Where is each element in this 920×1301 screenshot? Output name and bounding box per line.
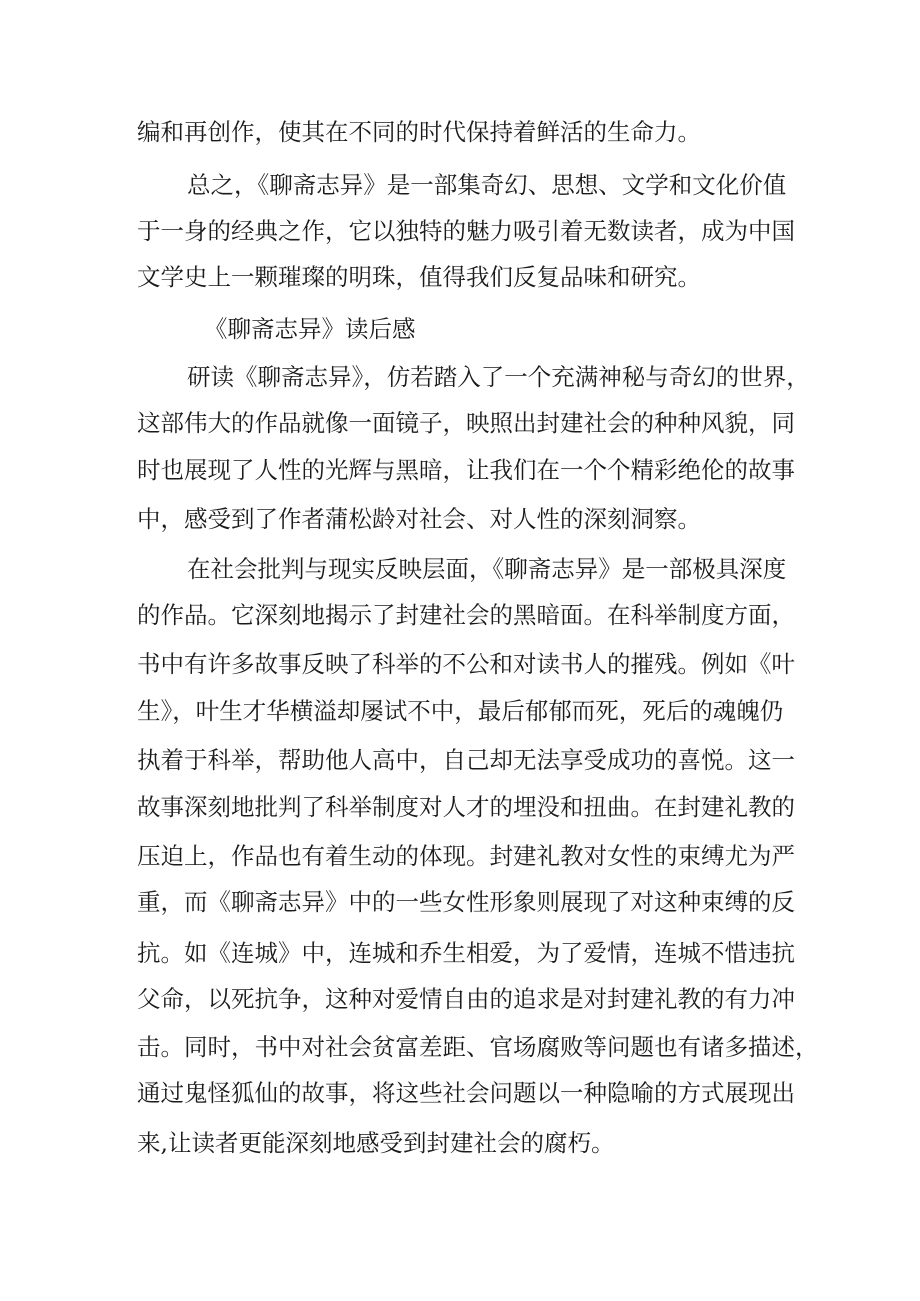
text-line: 书中有许多故事反映了科举的不公和对读书人的摧残。例如《叶 [137,650,795,678]
text-line: 通过鬼怪狐仙的故事，将这些社会问题以一种隐喻的方式展现出 [137,1079,795,1107]
paragraph-first-line: 研读《聊斋志异》，仿若踏入了一个充满神秘与奇幻的世界， [187,363,810,391]
text-line: 这部伟大的作品就像一面镜子，映照出封建社会的种种风貌，同 [137,409,795,437]
text-line: 的作品。它深刻地揭示了封建社会的黑暗面。在科举制度方面， [137,601,795,629]
paragraph-first-line: 在社会批判与现实反映层面，《聊斋志异》是一部极具深度 [187,555,787,583]
text-line: 文学史上一颗璀璨的明珠，值得我们反复品味和研究。 [137,263,701,291]
text-line: 于一身的经典之作，它以独特的魅力吸引着无数读者，成为中国 [137,217,795,245]
text-line: 抗。如《连城》中，连城和乔生相爱，为了爱情，连城不惜违抗 [137,939,795,967]
text-line: 中，感受到了作者蒲松龄对社会、对人性的深刻洞察。 [137,505,701,533]
text-line: 执着于科举，帮助他人高中，自己却无法享受成功的喜悦。这一 [137,746,795,774]
text-line: 击。同时，书中对社会贫富差距、官场腐败等问题也有诸多描述， [137,1033,819,1061]
paragraph-first-line: 总之，《聊斋志异》是一部集奇幻、思想、文学和文化价值 [187,171,787,199]
text-line: 生》，叶生才华横溢却屡试不中，最后郁郁而死，死后的魂魄仍 [137,697,784,725]
text-line: 重，而《聊斋志异》中的一些女性形象则展现了对这种束缚的反 [137,888,795,916]
section-title: 《聊斋志异》读后感 [204,315,416,343]
text-line: 时也展现了人性的光辉与黑暗，让我们在一个个精彩绝伦的故事 [137,456,795,484]
text-line: 来,让读者更能深刻地感受到封建社会的腐朽。 [137,1129,615,1157]
text-line: 故事深刻地批判了科举制度对人才的埋没和扭曲。在封建礼教的 [137,793,795,821]
text-line: 编和再创作，使其在不同的时代保持着鲜活的生命力。 [137,118,701,146]
text-line: 父命，以死抗争，这种对爱情自由的追求是对封建礼教的有力冲 [137,985,795,1013]
text-line: 压迫上，作品也有着生动的体现。封建礼教对女性的束缚尤为严 [137,842,795,870]
